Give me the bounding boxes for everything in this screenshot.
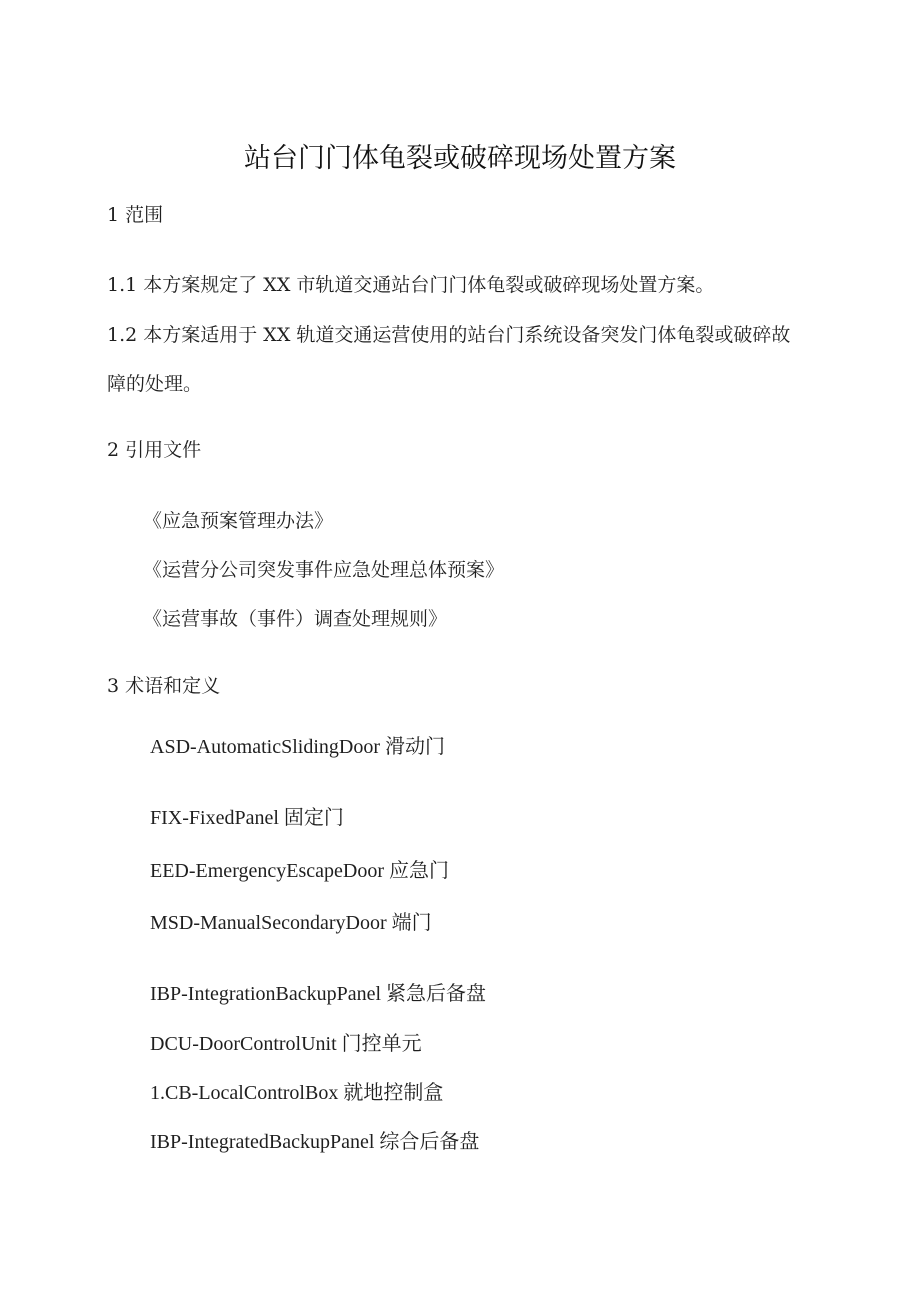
term-item: ASD-AutomaticSlidingDoor 滑动门 (150, 736, 445, 758)
paragraph-1-2-line-2: 障的处理。 (107, 373, 203, 395)
term-item: 1.CB-LocalControlBox 就地控制盒 (150, 1082, 444, 1104)
term-item: DCU-DoorControlUnit 门控单元 (150, 1033, 422, 1055)
term-item: IBP-IntegratedBackupPanel 综合后备盘 (150, 1131, 480, 1153)
section-heading-scope: 1 范围 (107, 204, 164, 226)
term-item: FIX-FixedPanel 固定门 (150, 807, 344, 829)
paragraph-1-2-line-1: 1.2 本方案适用于 XX 轨道交通运营使用的站台门系统设备突发门体龟裂或破碎故 (107, 324, 791, 346)
section-heading-references: 2 引用文件 (107, 439, 202, 461)
reference-item: 《运营分公司突发事件应急处理总体预案》 (143, 559, 505, 581)
term-item: IBP-IntegrationBackupPanel 紧急后备盘 (150, 983, 487, 1005)
term-item: EED-EmergencyEscapeDoor 应急门 (150, 860, 449, 882)
section-heading-terms: 3 术语和定义 (107, 675, 221, 697)
reference-item: 《运营事故（事件）调查处理规则》 (143, 608, 448, 630)
term-item: MSD-ManualSecondaryDoor 端门 (150, 912, 432, 934)
reference-item: 《应急预案管理办法》 (143, 510, 334, 532)
document-title: 站台门门体龟裂或破碎现场处置方案 (244, 143, 676, 174)
paragraph-1-1: 1.1 本方案规定了 XX 市轨道交通站台门门体龟裂或破碎现场处置方案。 (107, 274, 715, 296)
